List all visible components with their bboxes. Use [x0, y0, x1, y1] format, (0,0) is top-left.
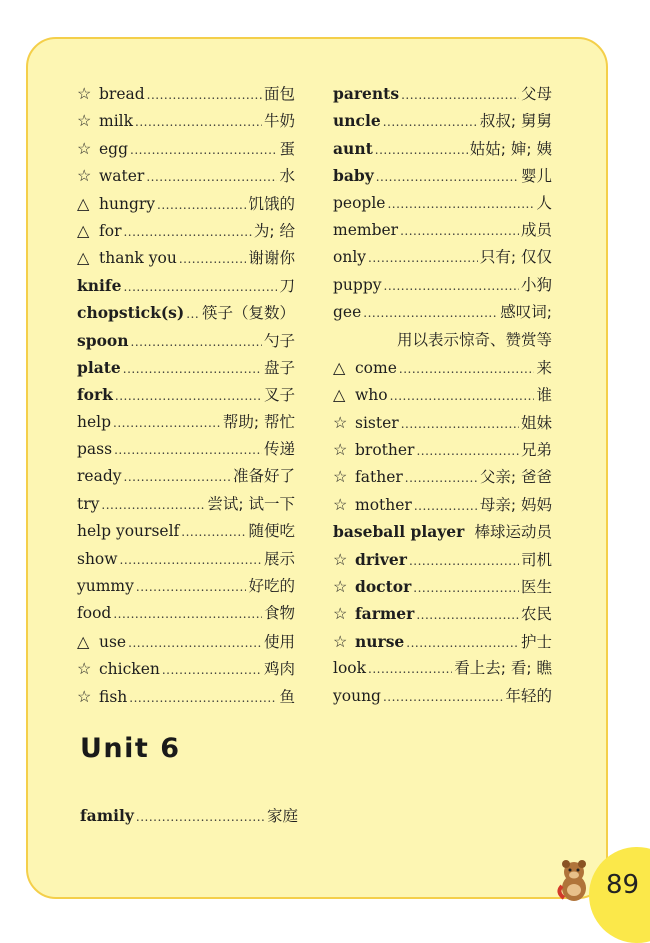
star-marker-icon: ☆ [77, 659, 92, 679]
vocab-entry [333, 600, 552, 627]
dot-leader [414, 493, 478, 520]
star-marker-icon: ☆ [333, 412, 348, 432]
dot-leader [375, 137, 468, 164]
bear-mascot-icon [556, 858, 592, 902]
dot-leader [129, 685, 277, 712]
dot-leader [390, 383, 535, 410]
vocab-word: come [355, 358, 397, 377]
vocab-entry [77, 244, 295, 271]
dot-leader [162, 657, 262, 684]
vocab-entry [77, 381, 295, 408]
vocab-translation: 面包 [263, 85, 295, 103]
vocab-word: for [99, 221, 122, 240]
dot-leader [179, 246, 247, 273]
vocab-translation: 姐妹 [520, 413, 552, 432]
vocab-entry [333, 80, 552, 107]
vocab-translation: 小狗 [520, 275, 552, 294]
dot-leader [384, 273, 519, 300]
vocab-translation: 农民 [520, 605, 552, 624]
vocab-word: family [80, 806, 134, 825]
dot-leader [123, 274, 277, 301]
vocab-entry [333, 409, 552, 436]
dot-leader [115, 383, 262, 410]
dot-leader [383, 684, 504, 711]
vocab-translation: 棒球运动员 [474, 523, 552, 542]
vocab-word: plate [77, 357, 121, 377]
vocab-word: puppy [333, 275, 382, 294]
vocab-word: chopstick(s) [77, 303, 185, 323]
vocab-word: egg [99, 139, 129, 158]
dot-leader [130, 137, 277, 164]
vocab-entry [333, 518, 552, 545]
vocab-translation: 来 [536, 358, 552, 377]
vocab-translation: 展示 [263, 549, 295, 568]
vocab-entry [333, 272, 552, 299]
vocab-entry [333, 354, 552, 381]
vocab-entry [333, 683, 552, 710]
dot-leader [413, 575, 519, 602]
vocab-translation: 年轻的 [505, 686, 552, 705]
vocab-entry [77, 354, 295, 381]
vocab-translation-continued: 用以表示惊奇、赞赏等 [396, 330, 552, 349]
unit6-vocabulary-list [80, 802, 298, 829]
dot-leader [405, 465, 478, 492]
vocab-word: show [77, 549, 118, 568]
vocab-translation: 筷子（复数） [201, 304, 295, 323]
vocab-entry [77, 683, 295, 710]
vocab-entry [80, 802, 298, 829]
vocab-word: yummy [77, 577, 134, 596]
vocab-translation: 看上去; 看; 瞧 [454, 659, 552, 678]
vocab-entry [77, 135, 295, 162]
vocab-translation: 感叹词; [500, 303, 552, 322]
vocab-word: aunt [333, 138, 373, 158]
vocab-translation: 姑姑; 婶; 姨 [469, 139, 552, 158]
vocab-entry [333, 135, 552, 162]
vocab-entry [77, 107, 295, 134]
dot-leader [113, 601, 262, 628]
star-marker-icon: ☆ [333, 631, 348, 651]
dot-leader [186, 301, 200, 328]
vocab-translation: 叉子 [263, 386, 295, 405]
vocab-word: driver [355, 549, 407, 569]
vocab-word: fork [77, 385, 113, 405]
vocab-translation: 勺子 [263, 331, 295, 350]
vocab-entry [77, 600, 295, 627]
dot-leader [157, 192, 246, 219]
triangle-marker-icon: △ [77, 220, 90, 240]
vocab-word: hungry [99, 194, 156, 213]
vocab-entry [333, 573, 552, 600]
dot-leader [131, 329, 262, 356]
vocab-entry [333, 436, 552, 463]
vocab-word: parents [333, 84, 400, 103]
vocab-translation: 成员 [520, 220, 552, 239]
vocab-translation: 尝试; 试一下 [207, 494, 295, 513]
vocab-entry [333, 628, 552, 655]
vocab-word: water [99, 167, 145, 186]
vocab-entry [333, 299, 552, 326]
vocab-word: uncle [333, 111, 381, 131]
star-marker-icon: ☆ [333, 604, 348, 624]
vocab-word: spoon [77, 330, 129, 350]
vocab-entry [333, 463, 552, 490]
vocab-translation: 医生 [520, 578, 552, 597]
vocab-word: chicken [99, 660, 160, 679]
vocab-word: farmer [355, 604, 415, 624]
dot-leader [120, 547, 262, 574]
vocab-entry [77, 518, 295, 545]
vocab-word: mother [355, 495, 412, 514]
vocab-translation: 家庭 [266, 807, 298, 825]
vocab-entry [77, 436, 295, 463]
vocab-translation: 好吃的 [248, 577, 295, 596]
star-marker-icon: ☆ [77, 166, 92, 186]
vocab-entry [333, 162, 552, 189]
vocab-word: help yourself [77, 522, 180, 541]
vocab-translation: 准备好了 [232, 467, 295, 486]
vocab-translation: 谁 [536, 386, 552, 405]
vocab-entry [333, 217, 552, 244]
vocab-translation: 食物 [263, 604, 295, 623]
vocab-entry [77, 463, 295, 490]
vocab-translation: 护士 [520, 632, 552, 651]
vocab-translation: 牛奶 [263, 112, 295, 131]
vocab-word: sister [355, 413, 399, 432]
dot-leader [399, 356, 535, 383]
triangle-marker-icon: △ [333, 385, 346, 405]
vocab-entry [333, 107, 552, 134]
vocab-entry [77, 217, 295, 244]
dot-leader [376, 164, 519, 191]
vocab-translation: 父母 [520, 85, 552, 103]
vocab-entry [77, 162, 295, 189]
vocab-translation: 水 [279, 167, 295, 186]
vocab-entry [333, 190, 552, 217]
vocab-entry [77, 299, 295, 326]
vocab-translation: 使用 [263, 632, 295, 651]
dot-leader [416, 438, 519, 465]
dot-leader [409, 548, 519, 575]
vocab-word: father [355, 468, 403, 487]
vocab-entry [77, 573, 295, 600]
left-vocabulary-column [77, 80, 295, 710]
dot-leader [383, 109, 478, 136]
dot-leader [136, 804, 265, 831]
star-marker-icon: ☆ [77, 111, 92, 131]
dot-leader [124, 464, 231, 491]
dot-leader [387, 191, 534, 218]
vocab-word: who [355, 386, 388, 405]
vocab-entry [77, 491, 295, 518]
vocab-word: member [333, 220, 399, 239]
vocab-translation: 母亲; 妈妈 [479, 495, 552, 514]
vocab-entry [333, 655, 552, 682]
dot-leader [147, 82, 262, 109]
triangle-marker-icon: △ [333, 357, 346, 377]
dot-leader [406, 630, 519, 657]
dot-leader [101, 492, 205, 519]
vocab-translation: 鸡肉 [263, 660, 295, 679]
star-marker-icon: ☆ [77, 84, 92, 103]
vocab-translation: 谢谢你 [248, 249, 295, 268]
vocab-entry [333, 491, 552, 518]
vocab-word: gee [333, 303, 362, 322]
vocab-entry [77, 327, 295, 354]
vocab-entry [77, 546, 295, 573]
vocab-entry [333, 546, 552, 573]
vocab-translation: 司机 [520, 550, 552, 569]
right-vocabulary-column [333, 80, 552, 710]
vocab-translation: 兄弟 [520, 441, 552, 460]
star-marker-icon: ☆ [77, 686, 92, 706]
dot-leader [128, 630, 262, 657]
dot-leader [181, 519, 246, 546]
vocab-entry [77, 80, 295, 107]
vocab-word: fish [99, 687, 128, 706]
vocab-word: young [333, 686, 381, 705]
star-marker-icon: ☆ [333, 440, 348, 460]
dot-leader [146, 164, 277, 191]
vocab-word: brother [355, 441, 415, 460]
vocab-word: baseball player [333, 522, 465, 542]
vocab-translation: 只有; 仅仅 [479, 248, 552, 267]
star-marker-icon: ☆ [333, 549, 348, 569]
vocab-word: bread [99, 85, 145, 103]
vocab-word: baby [333, 166, 374, 186]
vocab-word: nurse [355, 631, 405, 651]
dot-leader [113, 410, 221, 437]
dot-leader [363, 300, 498, 327]
vocab-translation: 人 [536, 193, 552, 212]
triangle-marker-icon: △ [77, 248, 90, 268]
vocab-entry [333, 244, 552, 271]
vocab-translation: 婴儿 [520, 167, 552, 186]
vocab-entry [77, 272, 295, 299]
vocab-entry [77, 409, 295, 436]
star-marker-icon: ☆ [333, 494, 348, 514]
vocab-word: pass [77, 440, 113, 459]
dot-leader [123, 219, 251, 246]
vocab-word: knife [77, 275, 122, 295]
vocab-word: use [99, 632, 127, 651]
dot-leader [368, 656, 452, 683]
vocab-word: help [77, 412, 112, 431]
vocab-translation: 为; 给 [253, 221, 295, 240]
triangle-marker-icon: △ [77, 631, 90, 651]
dot-leader [401, 411, 519, 438]
vocab-translation: 饥饿的 [248, 194, 295, 213]
vocab-translation: 随便吃 [248, 522, 295, 541]
dot-leader [401, 82, 519, 109]
vocab-entry [77, 655, 295, 682]
dot-leader [416, 602, 519, 629]
vocab-word: people [333, 193, 386, 212]
page-number: 89 [606, 870, 640, 900]
vocab-word: look [333, 659, 367, 678]
star-marker-icon: ☆ [333, 467, 348, 487]
dot-leader [114, 437, 262, 464]
vocab-translation: 父亲; 爸爸 [479, 468, 552, 487]
star-marker-icon: ☆ [77, 138, 92, 158]
unit-heading: Unit 6 [80, 733, 181, 764]
dot-leader [400, 218, 519, 245]
vocab-translation: 鱼 [279, 687, 295, 706]
vocab-translation: 叔叔; 舅舅 [479, 112, 552, 131]
triangle-marker-icon: △ [77, 193, 90, 213]
vocab-word: ready [77, 467, 122, 486]
vocab-translation: 蛋 [279, 139, 295, 158]
vocab-word: doctor [355, 577, 412, 597]
dot-leader [123, 356, 262, 383]
vocab-word: thank you [99, 249, 177, 268]
vocab-word: food [77, 604, 112, 623]
star-marker-icon: ☆ [333, 577, 348, 597]
vocab-translation: 帮助; 帮忙 [222, 412, 295, 431]
vocab-translation: 传递 [263, 440, 295, 459]
vocab-entry [77, 628, 295, 655]
vocab-word: only [333, 248, 367, 267]
vocab-word: milk [99, 112, 134, 131]
vocab-translation: 盘子 [263, 358, 295, 377]
dot-leader [135, 109, 262, 136]
vocab-entry [333, 381, 552, 408]
dot-leader [136, 574, 247, 601]
vocab-entry [77, 190, 295, 217]
dot-leader [368, 245, 478, 272]
vocab-word: try [77, 494, 100, 513]
vocab-translation: 刀 [279, 276, 295, 295]
